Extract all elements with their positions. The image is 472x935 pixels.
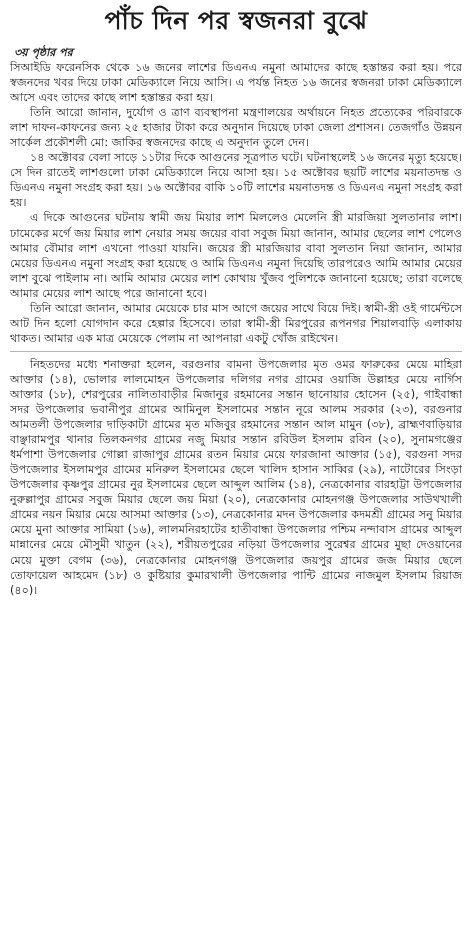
article-paragraph: এ দিকে আগুনের ঘটনায় স্বামী জয় মিয়ার লাশ মিললেও মেলেনি স্ত্রী মারজিয়া সুলতানার লাশ। ঢামেকের মর্গে জয় মিয়ার লাশ নেয়ার সময় জয়ের বাবা সবুজ মিয়া জানান, আমার ছেলের লাশ পেলেও আমার বৌমার লাশ এখনো পাওয়া যায়নি। জয়ের স্ত্রী মারজিয়ার বাবা সুলতান নিয়া জানান, আমার মেয়ের ডিএনএ নমুনা সংগ্রহ করা হয়েছে ও আমি ডিএনএ নমুনা দিয়েছি তারপরেও আমি আমার মেয়ের লাশ বুঝে পাইলাম না। আমি আমার মেয়ের লাশ কোথায় খুঁজব পুলিশকে জানানো হয়েছে; তারা বলেছে আমার মেয়ের লাশ আছে পরে জানানো হবে। xyxy=(10,211,462,300)
continued-from-label: ৩য় পৃষ্ঠার পর xyxy=(14,46,73,59)
article-paragraph: সিআইডি ফরেনসিক থেকে ১৬ জনের লাশের ডিএনএ নমুনা আমাদের কাছে হস্তান্তর করা হয়। পরে স্বজনদের খবর দিয়ে ঢাকা মেডিক্যালে নিয়ে আসি। এ পর্যন্ত নিহত ১৬ জনের স্বজনরা ঢাকা মেডিক্যালে আসে এবং তাদের কাছে লাশ হস্তান্তর করা হয়। xyxy=(10,61,462,105)
section-divider xyxy=(10,351,462,352)
article-paragraph: তিনি আরো জানান, আমার মেয়েকে চার মাস আগে জয়ের সাথে বিয়ে দিই। স্বামী-স্ত্রী ওই গার্মেন্টসে আট দিন হলো যোগদান করে হেল্পার হিসেবে। তারা স্বামী-স্ত্রী মিরপুরের রূপনগর শিয়ালবাড়ি এলাকায় থাকত। আমার এক মাত্র মেয়েকে পেলাম না আপনারা একটু খোঁজ রাইখেন। xyxy=(10,301,462,345)
article-paragraph: ১৪ অক্টোবর বেলা সাড়ে ১১টার দিকে আগুনের সূত্রপাত ঘটে। ঘটনাস্থলেই ১৬ জনের মৃত্যু হয়েছে। সে দিন রাতেই লাশগুলো ঢাকা মেডিক্যালে নিয়ে আসা হয়। ১৫ অক্টোবর ছয়টি লাশের ময়নাতদন্ত ও ডিএনএ নমুনা সংগ্রহ করা হয়। ১৬ অক্টোবর বাকি ১০টি লাশের ময়নাতদন্ত ও ডিএনএ নমুনা সংগ্রহ করা হয়। xyxy=(10,151,462,210)
headline: পাঁচ দিন পর স্বজনরা বুঝে xyxy=(104,6,368,35)
article-paragraph: তিনি আরো জানান, দুর্যোগ ও ত্রাণ ব্যবস্থাপনা মন্ত্রণালয়ের অর্থায়নে নিহত প্রত্যেকের পরিবারকে লাশ দাফন-কাফনের জন্য ২৫ হাজার টাকা করে অনুদান দিয়েছে ঢাকা জেলা প্রশাসন। তেজগাঁও উন্নয়ন সার্কেল প্রকৌশলী মো: জাকির স্বজনদের কাছে এ অনুদান তুলে দেন। xyxy=(10,106,462,150)
article-body xyxy=(10,60,462,598)
victims-list-paragraph: নিহতদের মধ্যে শনাক্তরা হলেন, বরগুনার বামনা উপজেলার মৃত ওমর ফারুকের মেয়ে মাহিরা আক্তার (১৪), ভোলার লালমোহন উপজেলার দলিগর নগর গ্রামের ওয়াজি উল্লাহর মেয়ে নার্গিস আক্তার (১৮), শেরপুরের নালিতাবাড়ীর মিজানুর রহমানের সন্তান ছানোয়ার হোসেন (২৫), গাইবান্ধা সদর উপজেলার ভবানীপুর গ্রামের আমিনুল ইসলামের সন্তান নূরে আলম সরকার (২৩), বরগুনার আমতলী উপজেলার দাড়িকাটা গ্রামের মৃত মজিবুর রহমানের সন্তান আল মামুন (৩৮), ব্রাহ্মণবাড়িয়ার বাঞ্ছারামপুর থানার তিলকনগর গ্রামের নজু মিয়ার সন্তান রবিউল ইসলাম রবিন (২০), সুনামগঞ্জের ধর্মপাশা উপজেলার গোল্লা রাজাপুর গ্রামের রতন মিয়ার মেয়ে ফারজানা আক্তার (১৫), বরগুনা সদর উপজেলার ইসলামপুর গ্রামের মনিরুল ইসলামের ছেলে খালিদ হাসান সাব্বির (২৯), নাটোরের সিংড়া উপজেলার কৃষ্ণপুর গ্রামের নুর ইসলামের ছেলে আব্দুল আলিম (১৪), নেত্রকোনার বারহাট্টা উপজেলার নুরুল্লাপুর গ্রামের সবুজ মিয়ার ছেলে জয় মিয়া (২০), নেত্রকোনার মোহনগঞ্জ উপজেলার সাউথখালী গ্রামের নয়ন মিয়ার মেয়ে আসমা আক্তার (১৩), নেত্রকোনার মদন উপজেলার কদমশ্রী গ্রামের সনু মিয়ার মেয়ে মুনা আক্তার সামিয়া (১৬), লালমনিরহাটের হাতীবান্ধা উপজেলার পশ্চিম নন্দাবাস গ্রামের আব্দুল মান্নানের মেয়ে মৌসুমী খাতুন (২২), শরীয়তপুরের নড়িয়া উপজেলার সুরেশ্বর গ্রামের মুছা দেওয়ানের মেয়ে মুক্তা বেগম (৩৬), নেত্রকোনার মোহনগঞ্জ উপজেলার জয়পুর গ্রামের জজ মিয়ার ছেলে তোফায়েল আহমেদ (১৮) ও কুষ্টিয়ার কুমারখালী উপজেলার পান্টি গ্রামের নাজমুল ইসলাম রিয়াজ (৪০)। xyxy=(10,357,462,597)
